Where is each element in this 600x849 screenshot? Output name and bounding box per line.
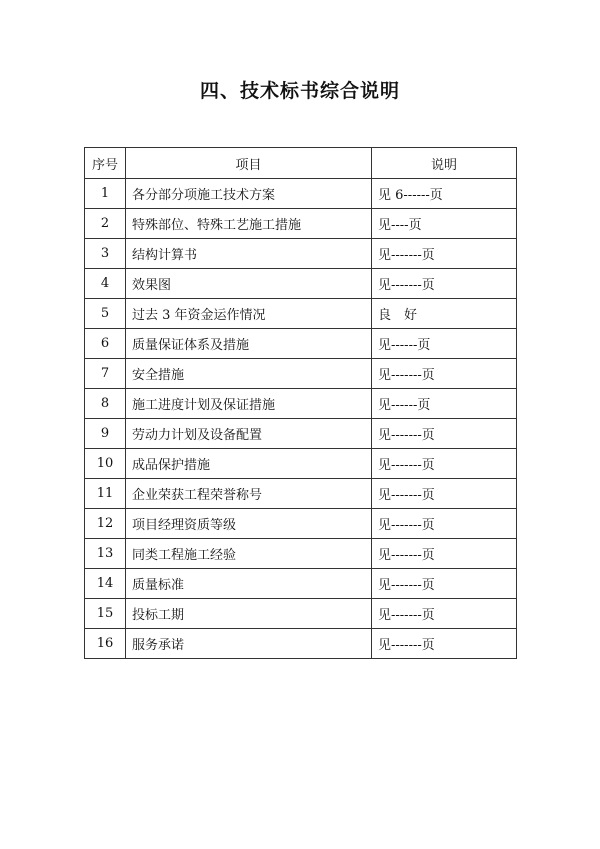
row-item: 服务承诺 [126, 629, 372, 659]
table-row [85, 509, 517, 539]
row-item: 特殊部位、特殊工艺施工措施 [126, 209, 372, 239]
row-number: 16 [85, 629, 126, 659]
row-note: 见-------页 [372, 479, 517, 509]
row-note: 见------页 [372, 329, 517, 359]
row-item: 结构计算书 [126, 239, 372, 269]
row-number: 6 [85, 329, 126, 359]
row-note: 见-------页 [372, 239, 517, 269]
table-row [85, 179, 517, 209]
table-row [85, 389, 517, 419]
row-number: 12 [85, 509, 126, 539]
table-row [85, 479, 517, 509]
row-item: 质量保证体系及措施 [126, 329, 372, 359]
row-note: 见-------页 [372, 629, 517, 659]
header-note: 说明 [372, 148, 517, 179]
row-note: 见 6------页 [372, 179, 517, 209]
table-row [85, 269, 517, 299]
table-row [85, 209, 517, 239]
table-row [85, 329, 517, 359]
table-row [85, 419, 517, 449]
table-row [85, 239, 517, 269]
table-row [85, 629, 517, 659]
table-row [85, 359, 517, 389]
row-note: 见-------页 [372, 569, 517, 599]
table-row [85, 449, 517, 479]
table-row [85, 569, 517, 599]
row-item: 成品保护措施 [126, 449, 372, 479]
row-note: 见-------页 [372, 449, 517, 479]
row-note: 见----页 [372, 209, 517, 239]
row-number: 13 [85, 539, 126, 569]
row-number: 7 [85, 359, 126, 389]
row-number: 1 [85, 179, 126, 209]
row-number: 3 [85, 239, 126, 269]
row-item: 项目经理资质等级 [126, 509, 372, 539]
page-title: 四、技术标书综合说明 [199, 80, 400, 102]
row-number: 9 [85, 419, 126, 449]
row-item: 安全措施 [126, 359, 372, 389]
row-number: 14 [85, 569, 126, 599]
row-number: 4 [85, 269, 126, 299]
row-note: 见-------页 [372, 509, 517, 539]
table-row [85, 299, 517, 329]
row-note: 见------页 [372, 389, 517, 419]
header-item: 项目 [126, 148, 372, 179]
row-note: 见-------页 [372, 539, 517, 569]
row-number: 8 [85, 389, 126, 419]
row-note: 见-------页 [372, 269, 517, 299]
row-number: 2 [85, 209, 126, 239]
row-item: 企业荣获工程荣誉称号 [126, 479, 372, 509]
row-item: 投标工期 [126, 599, 372, 629]
row-number: 10 [85, 449, 126, 479]
row-note: 见-------页 [372, 419, 517, 449]
summary-table [84, 147, 517, 659]
table-header-row [85, 148, 517, 179]
row-note: 良 好 [372, 299, 517, 329]
row-number: 11 [85, 479, 126, 509]
row-item: 质量标准 [126, 569, 372, 599]
row-item: 过去 3 年资金运作情况 [126, 299, 372, 329]
row-item: 劳动力计划及设备配置 [126, 419, 372, 449]
row-note: 见-------页 [372, 599, 517, 629]
table-body [85, 179, 517, 659]
row-number: 5 [85, 299, 126, 329]
header-no: 序号 [85, 148, 126, 179]
row-item: 施工进度计划及保证措施 [126, 389, 372, 419]
row-item: 同类工程施工经验 [126, 539, 372, 569]
row-item: 效果图 [126, 269, 372, 299]
row-item: 各分部分项施工技术方案 [126, 179, 372, 209]
table-row [85, 599, 517, 629]
table-row [85, 539, 517, 569]
row-number: 15 [85, 599, 126, 629]
row-note: 见-------页 [372, 359, 517, 389]
